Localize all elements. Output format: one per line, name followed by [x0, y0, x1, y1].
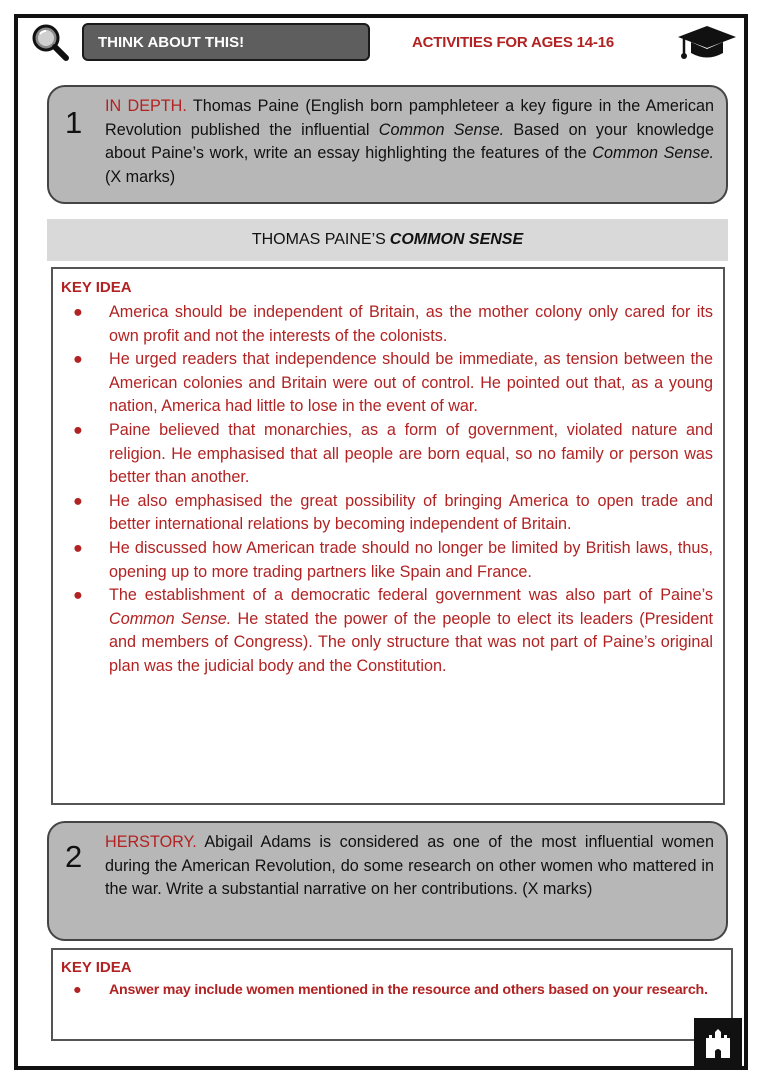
section-title-band: [47, 219, 728, 261]
graduation-cap-icon: [676, 22, 738, 62]
list-item: ● He urged readers that independence should be immediate, as tension between the American colonies and Britain were out of control. He pointed out that, as a young nation, America had little to lose in the event of war.: [73, 350, 713, 416]
list-item: ● Paine believed that monarchies, as a form of government, violated nature and religion. He emphasised that all people are born equal, so no family or person was better than another.: [73, 420, 713, 487]
list-item: ● America should be independent of Britain, as the mother colony only cared for its own profit and not the interests of the colonists.: [73, 303, 713, 345]
list-item: ● He discussed how American trade should no longer be limited by British laws, thus, opening up to more trading partners like Spain and France.: [73, 538, 713, 581]
question-1-box: [47, 85, 728, 204]
section-title: THOMAS PAINE’S: [251, 231, 386, 248]
key-idea-1-box: [51, 267, 725, 805]
list-item: ● Answer may include women mentioned in the resource and others based on your research.: [73, 982, 708, 998]
key-idea-2-label: KEY IDEA: [61, 959, 132, 976]
key-idea-2-list: [69, 980, 721, 1001]
magnifier-icon: [30, 22, 70, 62]
question-2-lead: HERSTORY.: [105, 833, 197, 851]
think-label: THINK ABOUT THIS!: [98, 33, 245, 51]
question-2-box: [47, 821, 728, 941]
question-1-text: IN DEPTH. Thomas Paine (English born pamphleteer a key figure in the American Revolution published the influential Common Sense. Based on your knowledge about Paine’s work, write an essay highlighting the features of the Common Sense. (X marks): [105, 97, 715, 186]
castle-icon: [694, 1018, 742, 1068]
activities-ages-label: ACTIVITIES FOR AGES 14-16: [412, 34, 614, 51]
key-idea-1-label: KEY IDEA: [61, 279, 132, 296]
section-title-italic: COMMON SENSE: [389, 231, 524, 248]
question-1-lead: IN DEPTH.: [105, 97, 187, 115]
list-item: ● He also emphasised the great possibility of bringing America to open trade and better international relations by becoming independent of Britain.: [73, 491, 713, 534]
list-item: ● The establishment of a democratic federal government was also part of Paine’s Common Sense. He stated the power of the people to elect its leaders (President and members of Congress). The only structure that was not part of Paine’s original plan was the judicial body and the Constitution.: [73, 586, 713, 675]
question-2-text: HERSTORY. Abigail Adams is considered as one of the most influential women during the American Revolution, do some research on other women who mattered in the war. Write a substantial narrative on her contributions. (X marks): [105, 833, 714, 898]
question-1-number: 1: [65, 105, 83, 140]
key-idea-1-list: [69, 301, 713, 679]
question-2-number: 2: [65, 839, 83, 874]
castle-logo: [694, 1018, 742, 1068]
key-idea-2-box: [51, 948, 733, 1041]
think-about-this-banner: [82, 23, 370, 61]
